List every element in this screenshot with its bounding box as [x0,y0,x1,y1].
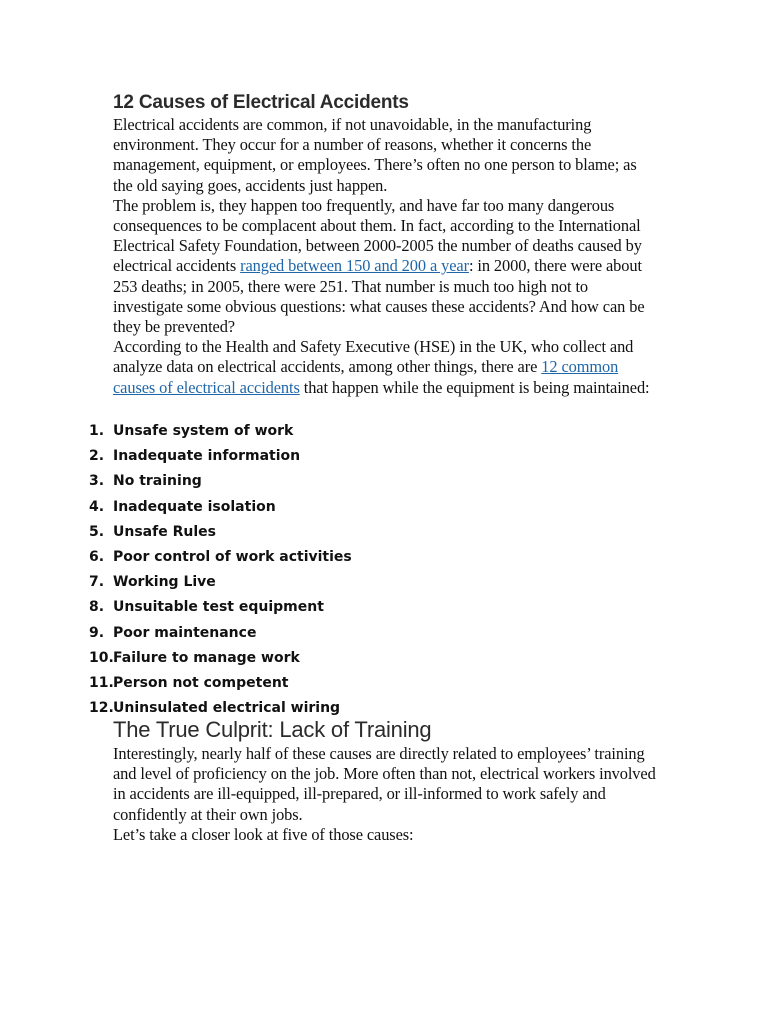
intro-section [113,115,658,398]
intro-paragraph-2 [113,196,658,337]
intro-paragraph-3 [113,337,658,398]
list-item-number: 6. [89,548,105,565]
section-heading: The True Culprit: Lack of Training [113,717,432,742]
list-item-number: 2. [89,448,105,465]
deaths-range-link[interactable]: ranged between 150 and 200 a year [240,256,469,276]
section-2-body [113,744,658,845]
list-item-text: No training [113,473,202,490]
list-item-number: 12. [89,700,114,717]
list-item-text: Failure to manage work [113,649,300,666]
list-item-text: Poor maintenance [113,624,257,641]
list-item-text: Uninsulated electrical wiring [113,700,341,717]
list-item-number: 5. [89,523,105,540]
list-item-number: 7. [89,574,105,591]
list-item-number: 1. [89,423,105,439]
list-item-number: 3. [89,473,105,490]
list-item-text: Unsuitable test equipment [113,599,324,616]
intro-paragraph-2-text-a: The problem is, they happen too frequently, and have far too many dangerous consequences to be complacent about them. In fact, according to the International Electrical Safety Foundation, between 2000-2005 the number of deaths caused by electrical accidents [113,195,642,276]
list-item-text: Unsafe Rules [113,523,216,540]
list-item-number: 8. [89,599,105,616]
list-item-number: 9. [89,624,105,641]
list-item-text: Inadequate isolation [113,498,276,515]
list-item-text: Inadequate information [113,448,301,465]
list-item-number: 4. [89,498,105,515]
intro-paragraph-3-text-a: According to the Health and Safety Executive (HSE) in the UK, who collect and analyze data on electrical accidents, among other things, there are [113,337,634,377]
list-item-text: Person not competent [113,674,289,691]
list-item-number: 10. [89,649,114,666]
intro-paragraph-1: Electrical accidents are common, if not unavoidable, in the manufacturing environment. They occur for a number of reasons, whether it concerns the management, equipment, or employees. There’s often no one person to blame; as the old saying goes, accidents just happen. [113,115,637,195]
page-title: 12 Causes of Electrical Accidents [113,92,409,113]
list-item-text: Unsafe system of work [113,423,294,439]
section-2-paragraph-2: Let’s take a closer look at five of those causes: [113,824,414,844]
common-causes-link[interactable]: 12 common causes of electrical accidents [113,357,619,397]
list-item-text: Working Live [113,574,216,591]
intro-paragraph-2-text-b: : in 2000, there were about 253 deaths; in 2005, there were 251. That number is much too high not to investigate some obvious questions: what causes these accidents? And how can be they be prevented? [113,256,645,337]
list-item-number: 11. [89,674,114,691]
intro-paragraph-3-text-b: that happen while the equipment is being maintained: [299,377,650,397]
list-item-text: Poor control of work activities [113,548,352,565]
section-2-paragraph-1: Interestingly, nearly half of these causes are directly related to employees’ training and level of proficiency on the job. More often than not, electrical workers involved in accidents are ill-equipped, ill-prepared, or ill-informed to work safely and confidently at their own jobs. [113,744,656,824]
